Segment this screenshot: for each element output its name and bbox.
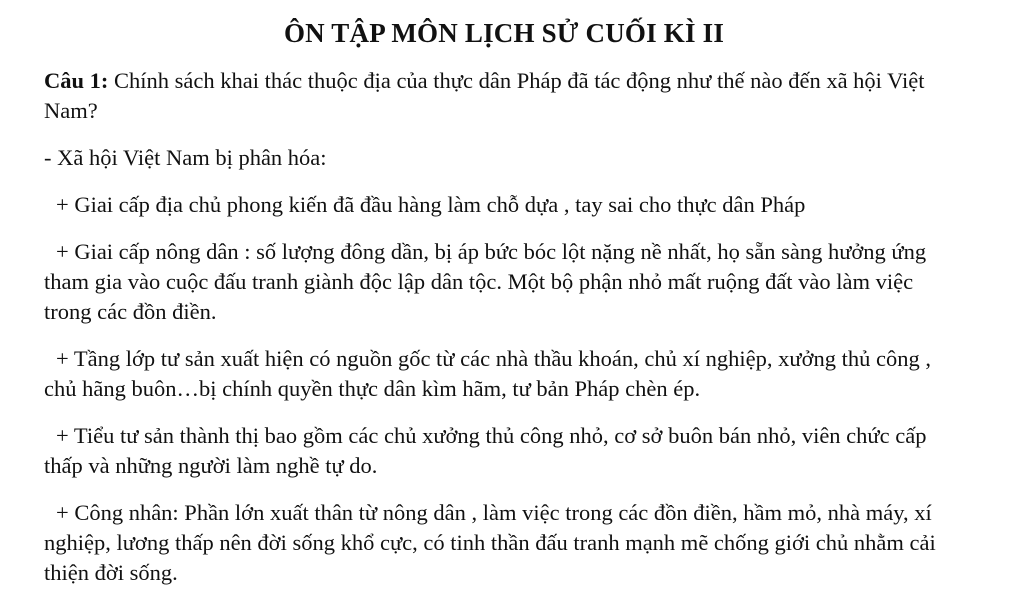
item-landlord-class: + Giai cấp địa chủ phong kiến đã đầu hàng làm chỗ dựa , tay sai cho thực dân Pháp — [56, 192, 806, 217]
question-label: Câu 1: — [44, 68, 109, 93]
question-paragraph — [44, 66, 964, 126]
intro-line: - Xã hội Việt Nam bị phân hóa: — [44, 145, 327, 170]
item-bourgeoisie: + Tầng lớp tư sản xuất hiện có nguồn gốc từ các nhà thầu khoán, chủ xí nghiệp, xưởng thủ công , chủ hãng buôn…bị chính quyền thực dân kìm hãm, tư bản Pháp chèn ép. — [44, 346, 931, 401]
item-workers: + Công nhân: Phần lớn xuất thân từ nông dân , làm việc trong các đồn điền, hầm mỏ, nhà máy, xí nghiệp, lương thấp nên đời sống khổ cực, có tinh thần đấu tranh mạnh mẽ chống giới chủ nhằm cải thiện đời sống. — [44, 500, 936, 585]
item-peasant-class: + Giai cấp nông dân : số lượng đông dần, bị áp bức bóc lột nặng nề nhất, họ sẵn sàng hưởng ứng tham gia vào cuộc đấu tranh giành độc lập dân tộc. Một bộ phận nhỏ mất ruộng đất vào làm việc trong các đồn điền. — [44, 239, 927, 324]
item-petty-bourgeoisie: + Tiểu tư sản thành thị bao gồm các chủ xưởng thủ công nhỏ, cơ sở buôn bán nhỏ, viên chức cấp thấp và những người làm nghề tự do. — [44, 423, 927, 478]
question-text: Chính sách khai thác thuộc địa của thực dân Pháp đã tác động như thế nào đến xã hội Việt Nam? — [44, 68, 925, 123]
document-title: ÔN TẬP MÔN LỊCH SỬ CUỐI KÌ II — [283, 18, 725, 48]
